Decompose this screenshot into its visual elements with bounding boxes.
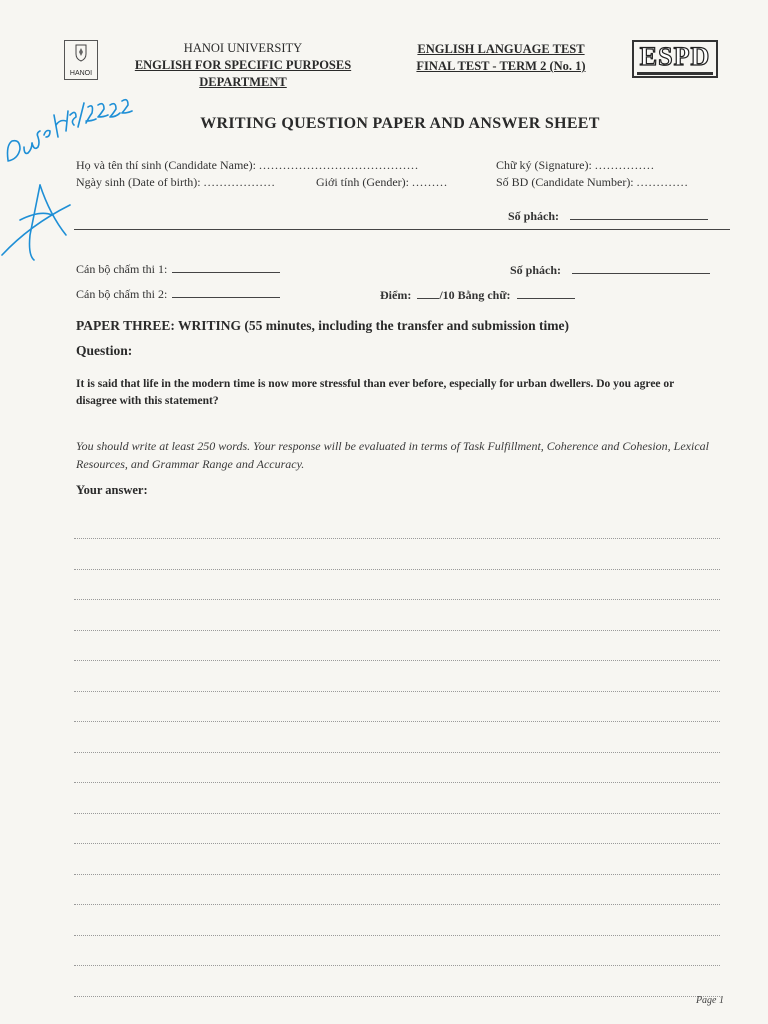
answer-line[interactable] (74, 569, 720, 570)
score-label: Điểm: (380, 288, 412, 302)
answer-label: Your answer: (76, 483, 148, 497)
grader2-blank[interactable] (172, 286, 280, 298)
so-phach-blank-bottom[interactable] (572, 262, 710, 274)
logo-text: HANOI (69, 70, 93, 77)
answer-line[interactable] (74, 691, 720, 692)
so-phach-label-bottom: Số phách: (510, 263, 562, 277)
grader2-field[interactable] (76, 286, 280, 302)
question-label: Question: (76, 343, 133, 358)
answer-line[interactable] (74, 660, 720, 661)
gender-blank[interactable]: ......... (412, 175, 448, 189)
so-phach-field-bottom[interactable] (510, 262, 710, 278)
answer-line[interactable] (74, 538, 720, 539)
answer-line[interactable] (74, 965, 720, 966)
answer-line[interactable] (74, 721, 720, 722)
espd-logo-text: ESPD (639, 41, 711, 71)
crest-icon (74, 44, 88, 62)
test-name: ENGLISH LANGUAGE TEST (417, 42, 585, 56)
grader1-label: Cán bộ chấm thi 1: (76, 262, 168, 276)
question-prompt: It is said that life in the modern time is now more stressful than ever before, especially for urban dwellers. Do you agree or disagree with this statement? (76, 378, 675, 407)
answer-line[interactable] (74, 782, 720, 783)
grader1-blank[interactable] (172, 261, 280, 273)
grader1-field[interactable] (76, 261, 280, 277)
candidate-number-blank[interactable]: ............. (636, 175, 689, 189)
answer-area[interactable] (74, 538, 720, 1024)
answer-line[interactable] (74, 904, 720, 905)
answer-line[interactable] (74, 630, 720, 631)
section-title: PAPER THREE: WRITING (55 minutes, including the transfer and submission time) (76, 318, 569, 333)
candidate-number-field[interactable] (496, 175, 689, 190)
score-in-words-blank[interactable] (517, 287, 575, 299)
answer-line[interactable] (74, 843, 720, 844)
page-number: Page 1 (695, 995, 724, 1006)
cut-line-divider (74, 229, 730, 230)
university-logo (64, 40, 98, 80)
signature-field[interactable] (496, 158, 655, 173)
so-phach-blank-top[interactable] (570, 208, 708, 220)
dob-field[interactable] (76, 175, 276, 190)
university-block (108, 40, 378, 91)
score-field[interactable] (380, 287, 575, 303)
page-title: WRITING QUESTION PAPER AND ANSWER SHEET (200, 115, 600, 132)
answer-line[interactable] (74, 813, 720, 814)
dob-blank[interactable]: .................. (203, 175, 276, 189)
test-term: FINAL TEST - TERM 2 (No. 1) (416, 59, 586, 73)
writing-instructions: You should write at least 250 words. Your response will be evaluated in terms of Task Fulfillment, Coherence and Cohesion, Lexical Resources, and Grammar Range and Accuracy. (76, 439, 709, 471)
test-info-block (396, 41, 606, 75)
department-line2: DEPARTMENT (199, 75, 287, 89)
espd-logo (632, 40, 718, 78)
candidate-name-field[interactable] (76, 158, 419, 173)
answer-line[interactable] (74, 752, 720, 753)
score-suffix-label: /10 Bằng chữ: (439, 288, 511, 302)
espd-logo-bar (637, 72, 713, 75)
candidate-name-blank[interactable]: ........................................ (258, 158, 419, 172)
signature-blank[interactable]: ............... (594, 158, 655, 172)
university-name: HANOI UNIVERSITY (183, 41, 303, 55)
dob-label: Ngày sinh (Date of birth): (76, 175, 201, 189)
gender-label: Giới tính (Gender): (316, 175, 409, 189)
candidate-name-label: Họ và tên thí sinh (Candidate Name): (76, 158, 256, 172)
candidate-number-label: Số BD (Candidate Number): (496, 175, 634, 189)
so-phach-field-top[interactable] (508, 208, 708, 224)
signature-label: Chữ ký (Signature): (496, 158, 592, 172)
answer-line[interactable] (74, 599, 720, 600)
answer-line[interactable] (74, 935, 720, 936)
department-line1: ENGLISH FOR SPECIFIC PURPOSES (134, 58, 352, 72)
answer-line[interactable] (74, 996, 720, 997)
grader2-label: Cán bộ chấm thi 2: (76, 287, 168, 301)
so-phach-label-top: Số phách: (508, 209, 560, 223)
score-blank[interactable] (417, 287, 439, 299)
answer-line[interactable] (74, 874, 720, 875)
gender-field[interactable] (316, 175, 448, 190)
